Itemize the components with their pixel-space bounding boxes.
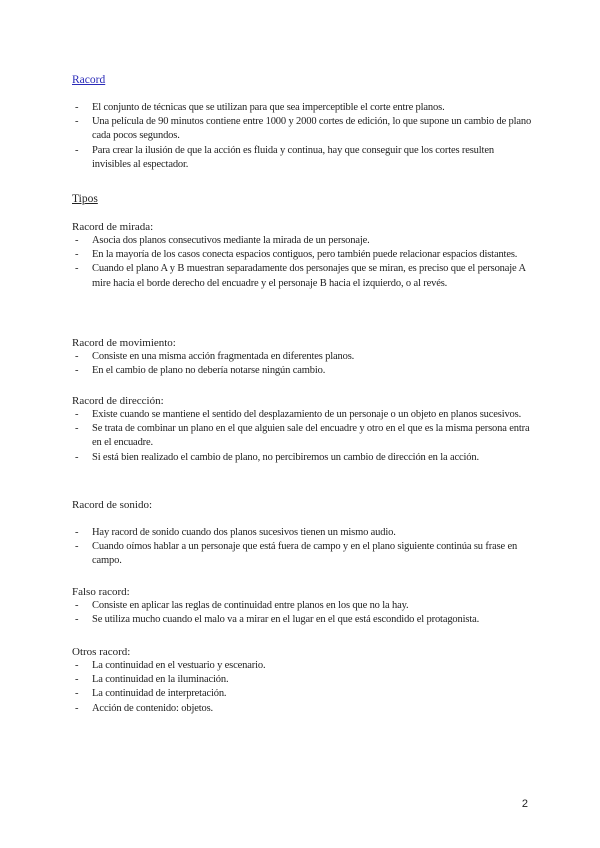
list-item: - Se trata de combinar un plano en el que alguien sale del encuadre y otro en el que es la misma persona entra en el encuadre.	[72, 422, 532, 450]
tipos-heading: Tipos	[72, 193, 98, 205]
intro-bullet-list	[72, 101, 532, 172]
list-item: - En la mayoría de los casos conecta espacios contiguos, pero también puede relacionar espacios distantes.	[72, 248, 532, 262]
section-racord-movimiento	[72, 336, 532, 378]
list-item: - Para crear la ilusión de que la acción es fluida y continua, hay que conseguir que los cortes resulten invisibles al espectador.	[72, 144, 532, 172]
list-item: - Hay racord de sonido cuando dos planos sucesivos tienen un mismo audio.	[72, 526, 532, 540]
list-item: - Asocia dos planos consecutivos mediante la mirada de un personaje.	[72, 234, 532, 248]
section-bullet-list	[72, 659, 532, 716]
list-item: - Se utiliza mucho cuando el malo va a mirar en el lugar en el que está escondido el protagonista.	[72, 613, 532, 627]
section-otros-racord	[72, 645, 532, 716]
section-racord-sonido	[72, 498, 532, 569]
section-bullet-list	[72, 234, 532, 291]
section-bullet-list	[72, 408, 532, 465]
list-item: - Cuando oímos hablar a un personaje que está fuera de campo y en el plano siguiente continúa su frase en campo.	[72, 540, 532, 568]
list-item: - Cuando el plano A y B muestran separadamente dos personajes que se miran, es preciso que el personaje A mire hacia el borde derecho del encuadre y el personaje B hacia el izquierdo, o al revés.	[72, 262, 532, 290]
racord-heading-link[interactable]: Racord	[72, 74, 106, 86]
list-item: - En el cambio de plano no debería notarse ningún cambio.	[72, 364, 532, 378]
list-item: - La continuidad en la iluminación.	[72, 673, 532, 687]
list-item: - Si está bien realizado el cambio de plano, no percibiremos un cambio de dirección en la acción.	[72, 451, 532, 465]
intro-list-block	[72, 101, 532, 172]
list-item: - Acción de contenido: objetos.	[72, 702, 532, 716]
list-item: - Consiste en aplicar las reglas de continuidad entre planos en los que no la hay.	[72, 599, 532, 613]
section-falso-racord	[72, 585, 532, 627]
section-label: Falso racord:	[72, 586, 130, 598]
section-label: Racord de movimiento:	[72, 337, 176, 349]
section-bullet-list	[72, 350, 532, 378]
spacer	[72, 512, 532, 526]
section-bullet-list	[72, 599, 532, 627]
section-label: Racord de sonido:	[72, 499, 153, 511]
section-racord-direccion	[72, 394, 532, 465]
section-label: Otros racord:	[72, 646, 131, 658]
list-item: - El conjunto de técnicas que se utilizan para que sea imperceptible el corte entre planos.	[72, 101, 532, 115]
section-label: Racord de mirada:	[72, 221, 154, 233]
list-item: - La continuidad en el vestuario y escenario.	[72, 659, 532, 673]
page-number: 2	[521, 798, 528, 810]
list-item: - Existe cuando se mantiene el sentido del desplazamiento de un personaje o un objeto en planos sucesivos.	[72, 408, 532, 422]
section-racord-mirada	[72, 220, 532, 291]
list-item: - Consiste en una misma acción fragmentada en diferentes planos.	[72, 350, 532, 364]
list-item: - Una película de 90 minutos contiene entre 1000 y 2000 cortes de edición, lo que supone un cambio de plano cada pocos segundos.	[72, 115, 532, 143]
list-item: - La continuidad de interpretación.	[72, 687, 532, 701]
section-label: Racord de dirección:	[72, 395, 164, 407]
section-bullet-list	[72, 526, 532, 569]
